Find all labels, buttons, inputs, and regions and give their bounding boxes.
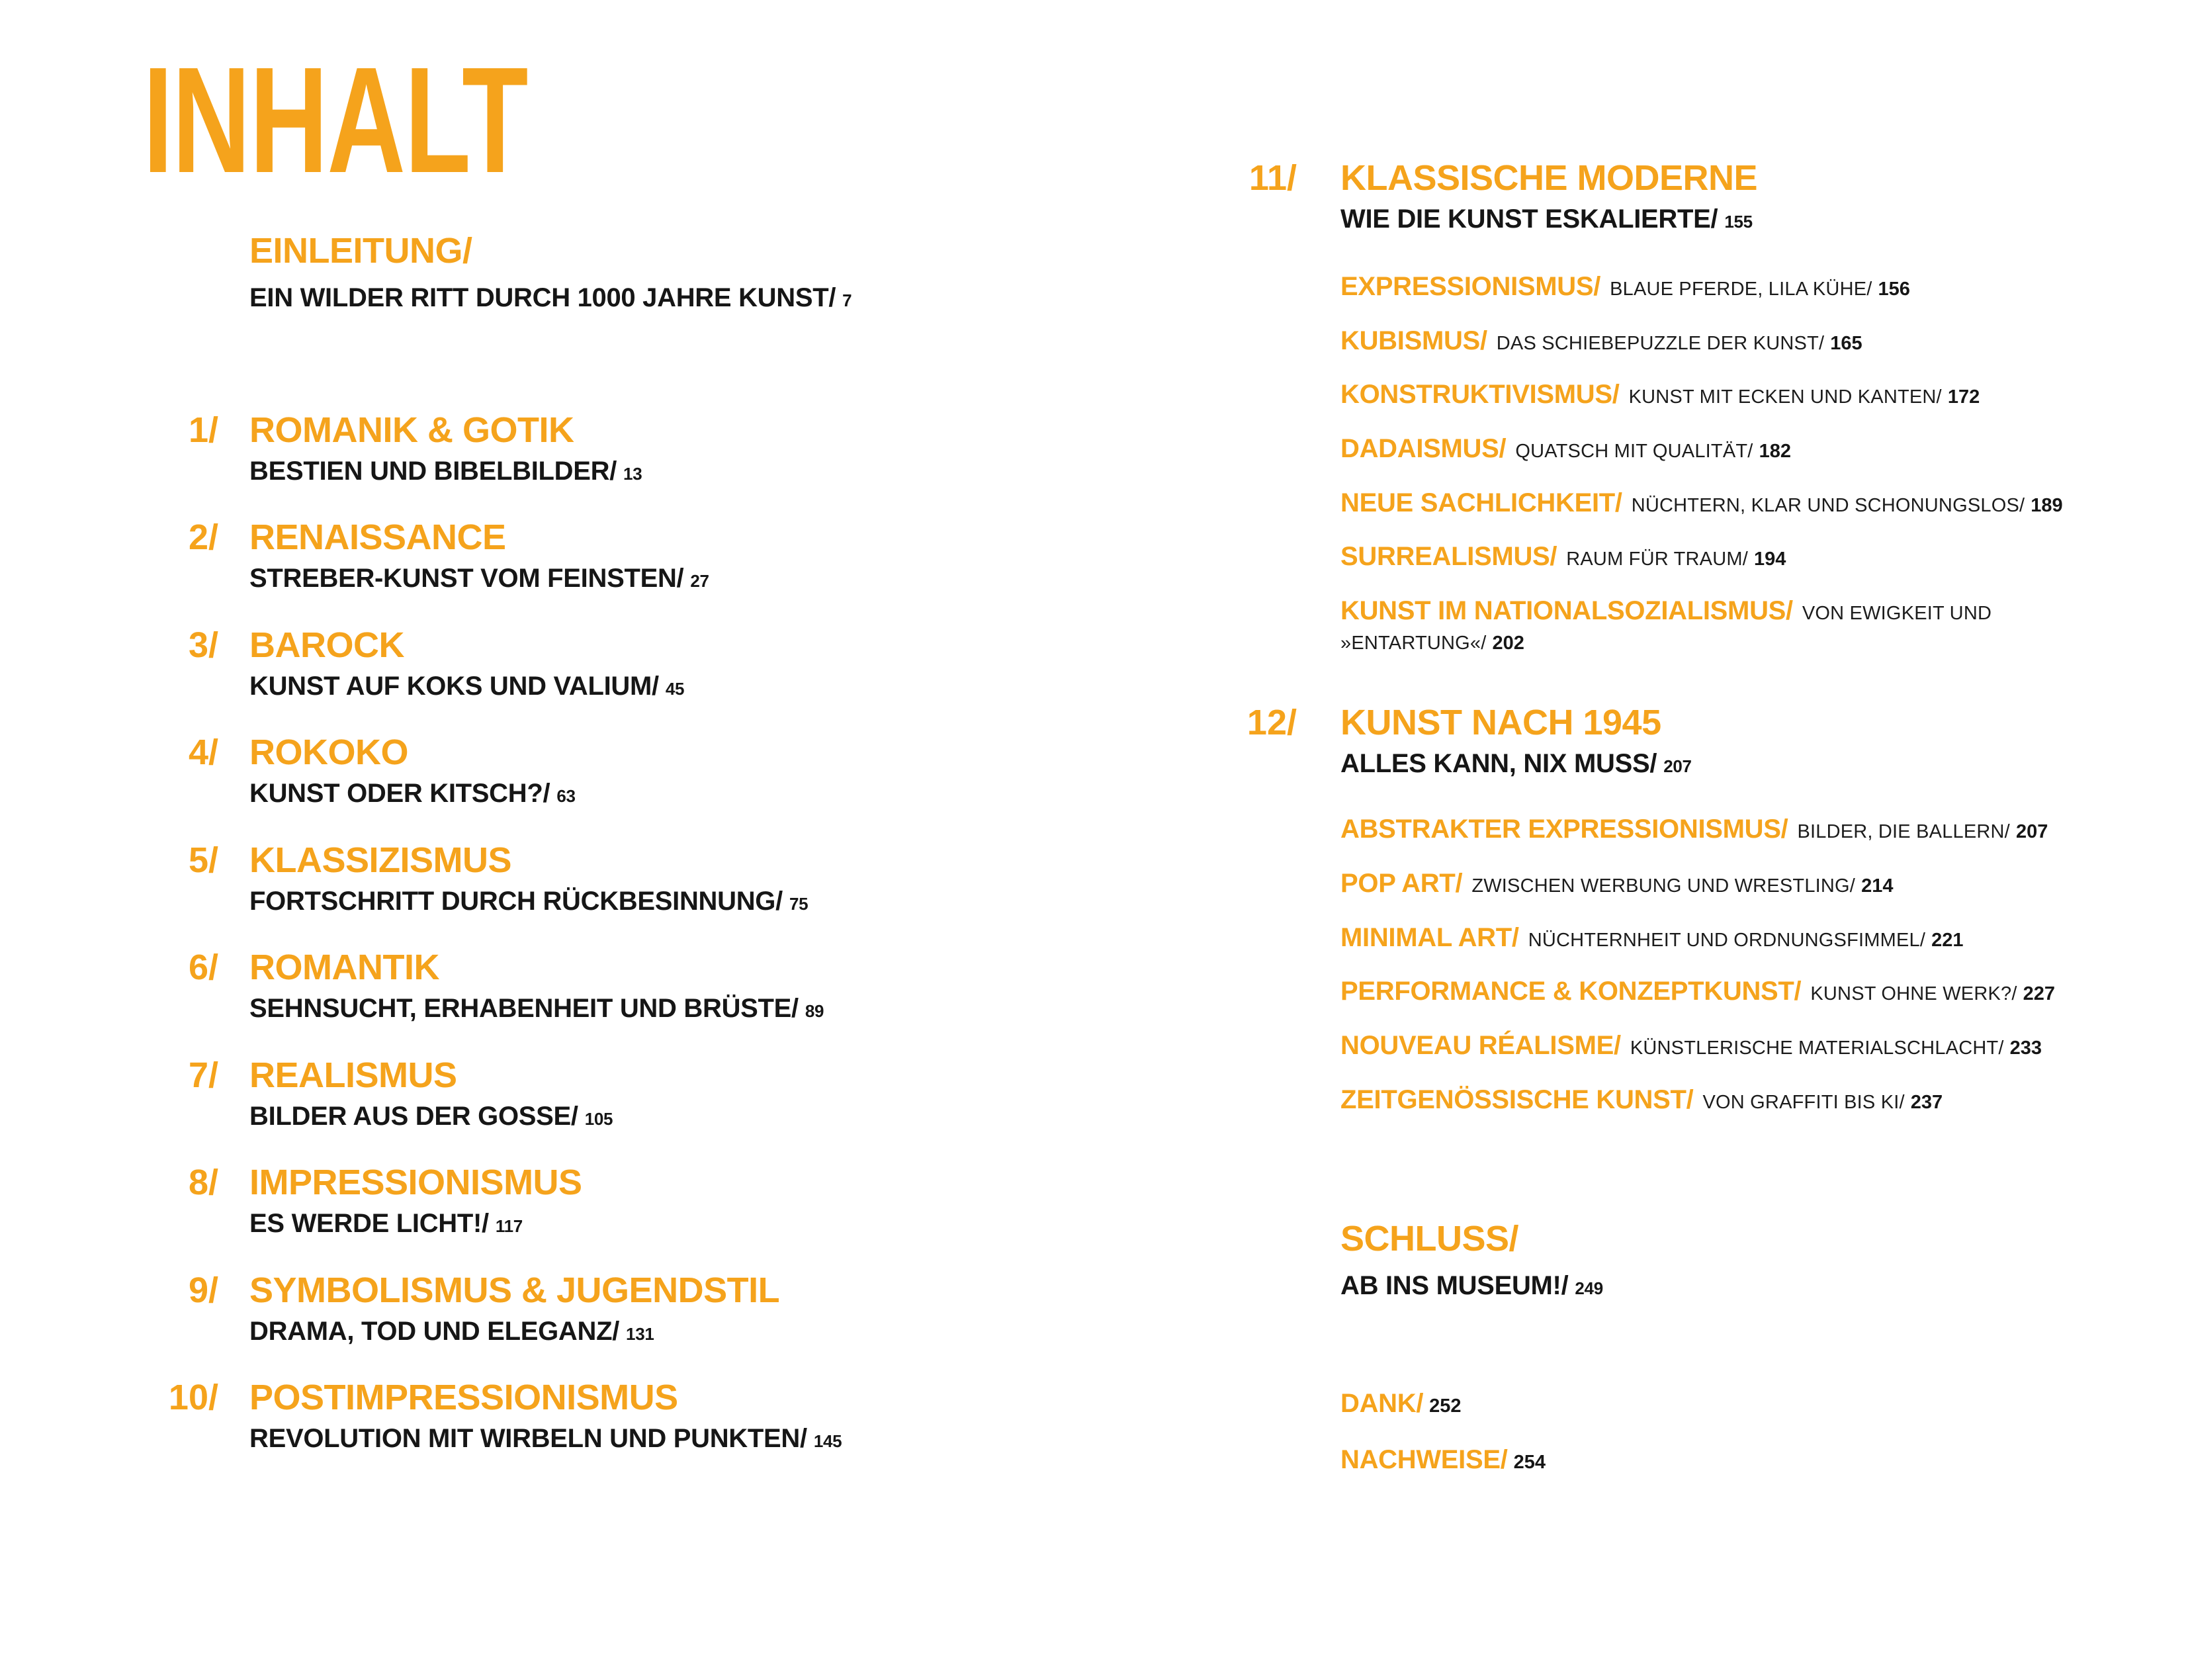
toc-chapter-9 [99,1272,779,1345]
toc-section-kunst-im-nationalsozialismus [1340,597,1991,624]
section-heading: KUBISMUS/ [1340,326,1487,355]
chapter-subtitle-line [249,1318,779,1345]
chapter-number: 10/ [168,1378,218,1417]
entry-heading: SCHLUSS/ [1340,1219,1519,1259]
chapter-title: REALISMUS [249,1055,457,1095]
chapter-subtitle-line [249,888,808,914]
section-descriptor: DAS SCHIEBEPUZZLE DER KUNST/ [1496,333,1825,354]
entry-subtitle: EIN WILDER RITT DURCH 1000 JAHRE KUNST/ [249,283,836,312]
page-number: 7 [842,290,852,310]
chapter-subtitle-line [249,673,684,699]
page-number: 252 [1429,1395,1462,1417]
page-number: 75 [789,894,809,914]
page-number: 189 [2031,495,2063,516]
section-heading: POP ART/ [1340,869,1463,898]
chapter-subtitle-line [249,1425,842,1452]
toc-chapter-6 [99,950,824,1022]
chapter-title: BAROCK [249,625,404,665]
toc-entry-nachweise [1340,1446,1546,1473]
chapter-number: 3/ [188,625,218,665]
toc-chapter-11 [1191,160,1757,232]
section-descriptor: KÜNSTLERISCHE MATERIALSCHLACHT/ [1630,1038,2004,1059]
chapter-number: 7/ [188,1055,218,1095]
entry-subtitle-line [1340,1272,1603,1299]
toc-section-dadaismus [1340,435,1791,462]
page-number: 202 [1492,633,1524,654]
chapter-number: 9/ [188,1270,218,1310]
toc-chapter-3 [99,627,684,699]
page-number: 249 [1575,1278,1603,1298]
page-number: 89 [805,1001,824,1021]
toc-section-abstrakter-expressionismus [1340,816,2048,842]
section-heading: PERFORMANCE & KONZEPTKUNST/ [1340,977,1802,1006]
entry-heading: EINLEITUNG/ [249,231,472,271]
chapter-subtitle-line [249,780,576,807]
chapter-subtitle-line [1340,206,1757,232]
page-number: 27 [690,571,709,591]
toc-chapter-5 [99,842,808,914]
chapter-subtitle: ES WERDE LICHT!/ [249,1209,489,1238]
section-descriptor: BILDER, DIE BALLERN/ [1797,821,2010,842]
page-number: 227 [2023,983,2055,1004]
toc-entry-dank [1340,1390,1462,1417]
section-heading: EXPRESSIONISMUS/ [1340,272,1601,301]
toc-section-pop-art [1340,870,1893,897]
page-number: 105 [584,1109,613,1129]
toc-section-nouveau-realisme [1340,1032,2042,1059]
page-number: 63 [556,786,576,806]
chapter-title: KUNST NACH 1945 [1340,703,1661,742]
page-number: 117 [495,1216,523,1236]
page-number: 254 [1513,1452,1546,1473]
toc-section-zeitgenoessische-kunst [1340,1086,1943,1113]
page-number: 165 [1830,333,1862,354]
toc-chapter-1 [99,412,642,484]
chapter-title: POSTIMPRESSIONISMUS [249,1378,678,1417]
chapter-subtitle: FORTSCHRITT DURCH RÜCKBESINNUNG/ [249,887,783,916]
chapter-subtitle-line [249,995,824,1022]
page-title: INHALT [143,36,527,204]
chapter-number: 2/ [188,517,218,557]
toc-chapter-2 [99,519,709,592]
page-number: 13 [623,464,642,484]
toc-section-neue-sachlichkeit [1340,490,2063,516]
toc-section-kubismus [1340,328,1862,354]
toc-section-konstruktivismus [1340,381,1980,408]
page-number: 214 [1861,875,1894,897]
page-number: 45 [665,679,685,699]
page-number: 207 [1663,756,1692,776]
section-descriptor: QUATSCH MIT QUALITÄT/ [1515,441,1753,462]
section-descriptor: BLAUE PFERDE, LILA KÜHE/ [1610,279,1872,300]
chapter-subtitle: BILDER AUS DER GOSSE/ [249,1102,578,1131]
entry-subtitle-line [249,285,852,311]
section-descriptor: NÜCHTERNHEIT UND ORDNUNGSFIMMEL/ [1528,930,1926,951]
chapter-subtitle: WIE DIE KUNST ESKALIERTE/ [1340,204,1718,234]
toc-entry-einleitung [249,233,852,311]
chapter-title: SYMBOLISMUS & JUGENDSTIL [249,1270,780,1310]
toc-section-minimal-art [1340,924,1963,951]
chapter-number: 11/ [1248,158,1297,198]
chapter-title: IMPRESSIONISMUS [249,1163,582,1202]
chapter-number: 12/ [1247,703,1297,742]
chapter-number: 4/ [188,732,218,772]
chapter-subtitle: STREBER-KUNST VOM FEINSTEN/ [249,564,684,593]
section-heading: MINIMAL ART/ [1340,923,1519,952]
chapter-subtitle-line [249,458,642,484]
page-number: 221 [1931,930,1964,951]
page-number: 172 [1947,386,1980,408]
chapter-title: RENAISSANCE [249,517,506,557]
section-heading: DADAISMUS/ [1340,434,1507,463]
toc-entry-schluss [1340,1221,1603,1299]
chapter-subtitle: SEHNSUCHT, ERHABENHEIT UND BRÜSTE/ [249,994,799,1023]
toc-section-kunst-im-nationalsozialismus-line2 [1340,634,1524,653]
chapter-title: KLASSISCHE MODERNE [1340,158,1758,198]
section-heading: NOUVEAU RÉALISME/ [1340,1031,1621,1060]
page-number: 207 [2015,821,2048,842]
toc-chapter-10 [99,1380,842,1452]
page-number: 194 [1753,549,1786,570]
chapter-subtitle-line [249,1210,582,1237]
page-number: 156 [1878,279,1910,300]
chapter-subtitle: KUNST ODER KITSCH?/ [249,779,550,808]
toc-chapter-12 [1191,705,1692,777]
toc-section-performance-konzeptkunst [1340,978,2055,1004]
section-heading: ZEITGENÖSSISCHE KUNST/ [1340,1085,1694,1114]
chapter-subtitle: ALLES KANN, NIX MUSS/ [1340,749,1657,778]
chapter-number: 6/ [188,948,218,987]
section-descriptor: RAUM FÜR TRAUM/ [1566,549,1748,570]
toc-chapter-4 [99,734,576,807]
chapter-subtitle-line [249,1103,613,1129]
chapter-subtitle-line [249,565,709,592]
section-heading: KUNST IM NATIONALSOZIALISMUS/ [1340,596,1793,625]
entry-subtitle: AB INS MUSEUM!/ [1340,1271,1569,1300]
chapter-subtitle: BESTIEN UND BIBELBILDER/ [249,457,617,486]
chapter-subtitle: REVOLUTION MIT WIRBELN UND PUNKTEN/ [249,1424,807,1453]
page-number: 233 [2009,1038,2042,1059]
toc-section-surrealismus [1340,543,1786,570]
chapter-subtitle: KUNST AUF KOKS UND VALIUM/ [249,672,659,701]
section-descriptor: ZWISCHEN WERBUNG UND WRESTLING/ [1471,875,1856,897]
section-descriptor: VON GRAFFITI BIS KI/ [1702,1092,1905,1113]
section-descriptor: NÜCHTERN, KLAR UND SCHONUNGSLOS/ [1631,495,2025,516]
page-number: 131 [626,1324,654,1344]
section-heading: NEUE SACHLICHKEIT/ [1340,488,1622,517]
chapter-title: ROMANIK & GOTIK [249,410,574,450]
chapter-subtitle: DRAMA, TOD UND ELEGANZ/ [249,1317,620,1346]
chapter-subtitle-line [1340,750,1692,777]
section-heading: KONSTRUKTIVISMUS/ [1340,380,1620,409]
page-number: 145 [813,1431,842,1451]
section-heading: DANK/ [1340,1389,1424,1418]
page-number: 237 [1910,1092,1943,1113]
section-descriptor: VON EWIGKEIT UND [1802,603,1992,624]
page-number: 155 [1724,212,1753,232]
chapter-number: 1/ [188,410,218,450]
chapter-title: ROMANTIK [249,948,439,987]
section-descriptor: KUNST OHNE WERK?/ [1810,983,2017,1004]
chapter-number: 8/ [188,1163,218,1202]
toc-chapter-8 [99,1165,582,1237]
toc-chapter-7 [99,1057,613,1129]
section-heading: ABSTRAKTER EXPRESSIONISMUS/ [1340,815,1788,844]
section-descriptor-continued: »ENTARTUNG«/ [1340,633,1487,654]
page-number: 182 [1759,441,1791,462]
chapter-number: 5/ [188,840,218,880]
section-descriptor: KUNST MIT ECKEN UND KANTEN/ [1628,386,1942,408]
toc-section-expressionismus [1340,273,1910,300]
chapter-title: ROKOKO [249,732,408,772]
section-heading: SURREALISMUS/ [1340,542,1557,571]
section-heading: NACHWEISE/ [1340,1445,1508,1474]
chapter-title: KLASSIZISMUS [249,840,512,880]
